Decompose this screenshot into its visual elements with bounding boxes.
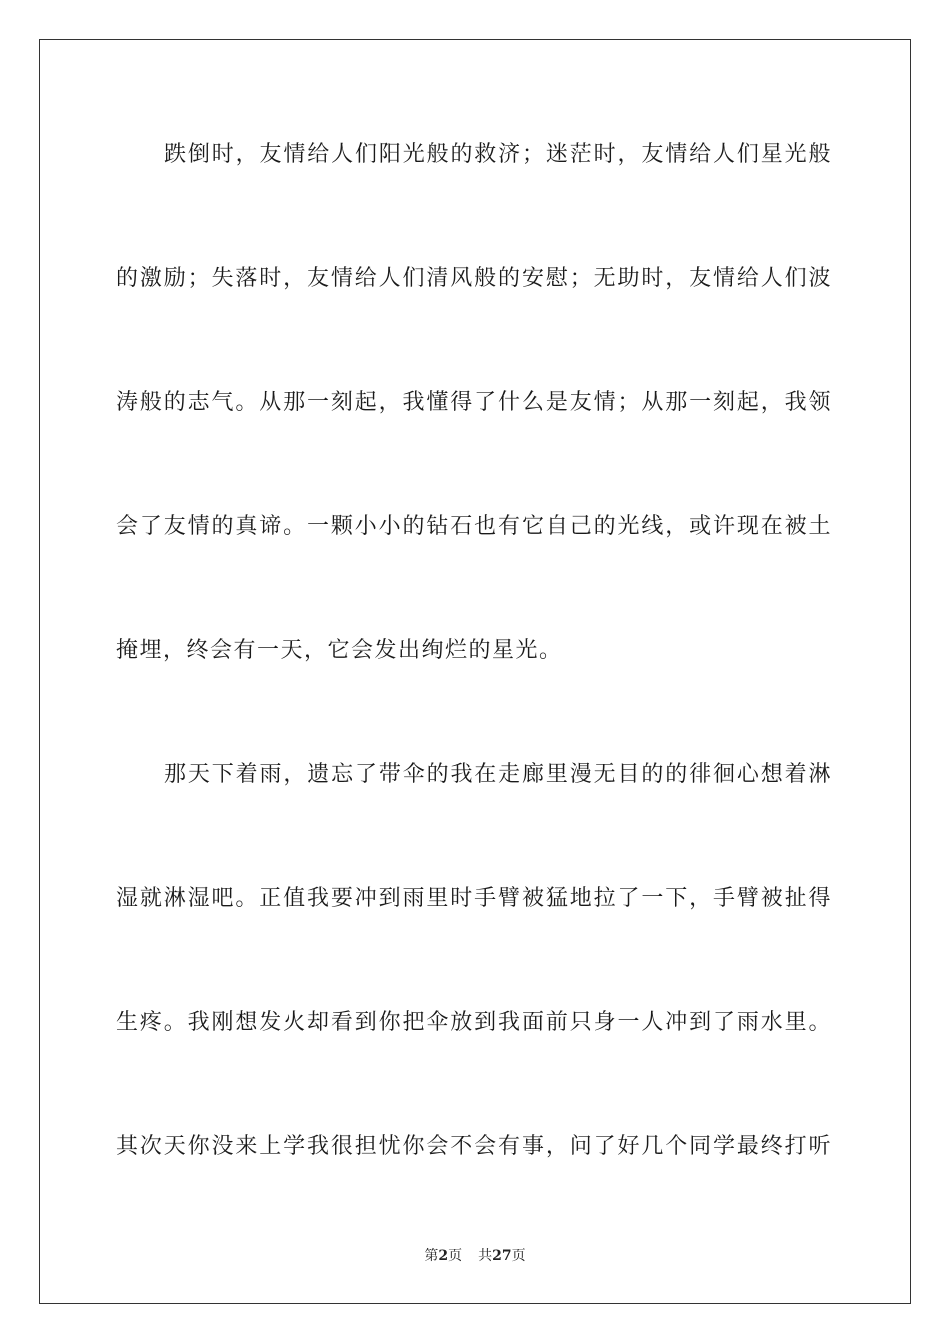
text-line: 生疼。我刚想发火却看到你把伞放到我面前只身一人冲到了雨水里。 [116, 1010, 832, 1035]
text-line: 那天下着雨，遗忘了带伞的我在走廊里漫无目的的徘徊心想着淋 [164, 762, 832, 787]
text-line: 掩埋，终会有一天，它会发出绚烂的星光。 [116, 638, 563, 663]
total-prefix: 共 [478, 1248, 493, 1264]
text-line: 湿就淋湿吧。正值我要冲到雨里时手臂被猛地拉了一下，手臂被扯得 [116, 886, 832, 911]
body-text [116, 124, 832, 1240]
page-number: 2 [438, 1248, 449, 1264]
page-suffix: 页 [448, 1248, 463, 1264]
page-footer [39, 1245, 911, 1265]
text-line: 跌倒时，友情给人们阳光般的救济；迷茫时，友情给人们星光般 [164, 142, 832, 167]
text-line: 其次天你没来上学我很担忧你会不会有事，问了好几个同学最终打听 [116, 1134, 832, 1159]
total-pages: 27 [492, 1248, 512, 1264]
text-line: 的激励；失落时，友情给人们清风般的安慰；无助时，友情给人们波 [116, 266, 832, 291]
page-prefix: 第 [424, 1248, 439, 1264]
total-suffix: 页 [511, 1248, 526, 1264]
text-line: 会了友情的真谛。一颗小小的钻石也有它自己的光线，或许现在被土 [116, 514, 832, 539]
text-line: 涛般的志气。从那一刻起，我懂得了什么是友情；从那一刻起，我领 [116, 390, 832, 415]
